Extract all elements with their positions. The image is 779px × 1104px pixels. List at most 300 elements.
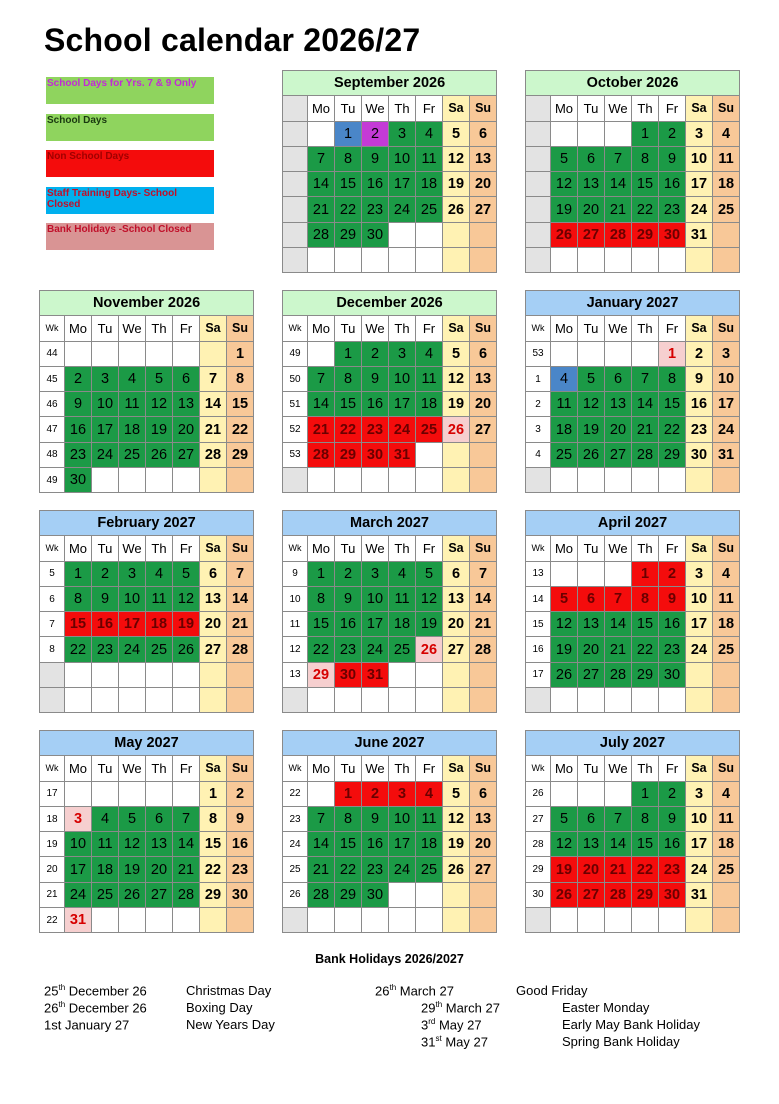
- calendar-day: 1: [632, 561, 659, 586]
- calendar-day: 20: [578, 857, 605, 882]
- calendar-day: 5: [443, 341, 470, 366]
- calendar-day: 17: [119, 612, 146, 637]
- day-header: We: [362, 536, 389, 561]
- day-header: Fr: [173, 756, 200, 781]
- legend-item: Bank Holidays -School Closed: [46, 223, 214, 250]
- calendar-day: 7: [308, 146, 335, 171]
- calendar-day: 11: [416, 146, 443, 171]
- calendar-day: 1: [227, 341, 254, 366]
- calendar-day: [416, 908, 443, 933]
- day-header: We: [119, 756, 146, 781]
- week-number: [283, 908, 308, 933]
- calendar-day: [632, 908, 659, 933]
- day-header: Tu: [578, 536, 605, 561]
- calendar-day: 11: [416, 366, 443, 391]
- day-header: Fr: [659, 316, 686, 341]
- day-header: Mo: [551, 316, 578, 341]
- week-number: [283, 146, 308, 171]
- calendar-day: 20: [470, 832, 497, 857]
- calendar-day: 1: [200, 781, 227, 806]
- week-number: 8: [40, 637, 65, 662]
- calendar-day: [389, 882, 416, 907]
- bank-holiday-name: New Years Day: [186, 1017, 275, 1032]
- calendar-day: 23: [362, 857, 389, 882]
- bank-holiday-date: 25th December 26: [44, 983, 147, 999]
- calendar-day: 31: [362, 662, 389, 687]
- calendar-day: 27: [605, 442, 632, 467]
- calendar-day: [308, 781, 335, 806]
- calendar-day: [578, 688, 605, 713]
- calendar-day: 4: [389, 561, 416, 586]
- calendar-day: 5: [551, 146, 578, 171]
- calendar-day: 21: [605, 857, 632, 882]
- calendar-day: 24: [362, 637, 389, 662]
- day-header: Th: [146, 316, 173, 341]
- week-header: Wk: [40, 536, 65, 561]
- calendar-day: 19: [551, 197, 578, 222]
- calendar-day: 14: [605, 612, 632, 637]
- calendar-day: 18: [92, 857, 119, 882]
- calendar-day: 2: [92, 561, 119, 586]
- calendar-day: 1: [335, 341, 362, 366]
- calendar-day: [686, 248, 713, 273]
- calendar-day: 19: [551, 637, 578, 662]
- calendar-day: [686, 662, 713, 687]
- calendar-day: 3: [65, 806, 92, 831]
- calendar-day: [443, 662, 470, 687]
- calendar-day: [173, 341, 200, 366]
- week-number: 16: [526, 637, 551, 662]
- calendar-day: [443, 688, 470, 713]
- calendar-day: 2: [65, 366, 92, 391]
- legend-item: Staff Training Days- School Closed: [46, 187, 214, 214]
- calendar-day: [146, 341, 173, 366]
- day-header: Su: [713, 316, 740, 341]
- calendar-day: [578, 341, 605, 366]
- calendar-day: 25: [713, 637, 740, 662]
- calendar-day: 16: [92, 612, 119, 637]
- day-header: Fr: [416, 316, 443, 341]
- calendar-day: 12: [119, 832, 146, 857]
- calendar-day: [551, 908, 578, 933]
- calendar-day: 5: [416, 561, 443, 586]
- week-number: [283, 468, 308, 493]
- calendar-day: 15: [659, 392, 686, 417]
- calendar-day: [200, 341, 227, 366]
- day-header: Su: [227, 536, 254, 561]
- calendar-day: [173, 688, 200, 713]
- week-number: 9: [283, 561, 308, 586]
- calendar-day: 12: [416, 586, 443, 611]
- calendar-day: [389, 662, 416, 687]
- calendar-day: 27: [470, 417, 497, 442]
- calendar-day: 1: [632, 121, 659, 146]
- calendar-day: 6: [200, 561, 227, 586]
- calendar-day: [578, 121, 605, 146]
- calendar-day: 26: [578, 442, 605, 467]
- month-title: January 2027: [526, 291, 740, 316]
- day-header: Tu: [578, 316, 605, 341]
- calendar-day: 8: [227, 366, 254, 391]
- bank-holiday-date: 31st May 27: [421, 1034, 488, 1050]
- calendar-day: 30: [362, 222, 389, 247]
- calendar-day: 13: [578, 612, 605, 637]
- calendar-day: 28: [605, 882, 632, 907]
- calendar-day: [362, 688, 389, 713]
- calendar-day: 9: [362, 366, 389, 391]
- calendar-day: 18: [551, 417, 578, 442]
- calendar-day: 20: [605, 417, 632, 442]
- calendar-day: 26: [119, 882, 146, 907]
- bank-holidays-title: Bank Holidays 2026/2027: [315, 952, 464, 966]
- bank-holiday-date: 29th March 27: [421, 1000, 500, 1016]
- calendar-day: 26: [173, 637, 200, 662]
- calendar-day: [389, 248, 416, 273]
- calendar-day: 8: [65, 586, 92, 611]
- day-header: Mo: [308, 536, 335, 561]
- week-number: 4: [526, 442, 551, 467]
- calendar-day: 1: [335, 781, 362, 806]
- calendar-day: [119, 781, 146, 806]
- calendar-day: 30: [686, 442, 713, 467]
- calendar-day: 13: [470, 366, 497, 391]
- calendar-day: 20: [470, 392, 497, 417]
- calendar-day: 6: [605, 366, 632, 391]
- calendar-day: [119, 908, 146, 933]
- calendar-day: 23: [335, 637, 362, 662]
- week-number: 11: [283, 612, 308, 637]
- calendar-day: [632, 468, 659, 493]
- calendar-day: 2: [335, 561, 362, 586]
- calendar-day: [713, 248, 740, 273]
- day-header: Tu: [578, 96, 605, 121]
- calendar-day: [551, 468, 578, 493]
- calendar-day: [551, 688, 578, 713]
- calendar-day: 4: [119, 366, 146, 391]
- calendar-day: 14: [605, 832, 632, 857]
- calendar-day: 25: [713, 857, 740, 882]
- calendar-day: 1: [632, 781, 659, 806]
- calendar-day: [308, 688, 335, 713]
- calendar-day: 7: [227, 561, 254, 586]
- calendar-day: 20: [200, 612, 227, 637]
- calendar-day: 2: [362, 781, 389, 806]
- day-header: Fr: [416, 756, 443, 781]
- calendar-day: [200, 468, 227, 493]
- calendar-day: 11: [713, 806, 740, 831]
- calendar-day: 11: [389, 586, 416, 611]
- calendar-day: 20: [578, 637, 605, 662]
- calendar-day: 3: [686, 781, 713, 806]
- calendar-day: [308, 121, 335, 146]
- calendar-day: 26: [551, 882, 578, 907]
- calendar-day: [335, 908, 362, 933]
- calendar-day: 9: [659, 586, 686, 611]
- calendar-day: 29: [632, 222, 659, 247]
- day-header: Fr: [659, 96, 686, 121]
- calendar-day: [632, 688, 659, 713]
- calendar-day: [632, 341, 659, 366]
- calendar-day: [659, 468, 686, 493]
- calendar-day: 16: [362, 172, 389, 197]
- day-header: Th: [632, 756, 659, 781]
- month-title: October 2026: [526, 71, 740, 96]
- calendar-day: 14: [308, 392, 335, 417]
- calendar-day: 25: [551, 442, 578, 467]
- calendar-day: 19: [146, 417, 173, 442]
- week-number: 47: [40, 417, 65, 442]
- calendar-day: 15: [632, 172, 659, 197]
- calendar-day: [713, 662, 740, 687]
- week-number: [526, 172, 551, 197]
- calendar-day: 3: [389, 341, 416, 366]
- calendar-day: [578, 468, 605, 493]
- calendar-day: [389, 468, 416, 493]
- calendar-day: 23: [227, 857, 254, 882]
- calendar-day: 7: [605, 586, 632, 611]
- calendar-day: 14: [200, 392, 227, 417]
- calendar-day: 24: [389, 857, 416, 882]
- calendar-day: 28: [605, 222, 632, 247]
- calendar-day: 11: [713, 586, 740, 611]
- calendar-day: 28: [605, 662, 632, 687]
- day-header: Su: [713, 536, 740, 561]
- calendar-day: 14: [227, 586, 254, 611]
- calendar-day: 28: [308, 882, 335, 907]
- bank-holiday-date: 26th December 26: [44, 1000, 147, 1016]
- day-header: Tu: [335, 536, 362, 561]
- calendar-day: 15: [335, 392, 362, 417]
- calendar-day: [605, 908, 632, 933]
- calendar-day: 7: [605, 146, 632, 171]
- calendar-day: 16: [362, 392, 389, 417]
- calendar-day: [416, 248, 443, 273]
- calendar-day: 25: [416, 197, 443, 222]
- calendar-day: 15: [632, 832, 659, 857]
- week-header: Wk: [283, 316, 308, 341]
- week-number: 46: [40, 392, 65, 417]
- week-header: Wk: [526, 756, 551, 781]
- calendar-day: 27: [578, 662, 605, 687]
- calendar-day: 22: [335, 197, 362, 222]
- calendar-day: 4: [416, 341, 443, 366]
- calendar-day: [308, 248, 335, 273]
- calendar-day: [119, 688, 146, 713]
- calendar-day: [605, 121, 632, 146]
- calendar-day: [551, 781, 578, 806]
- calendar-day: 31: [65, 908, 92, 933]
- calendar-day: 24: [119, 637, 146, 662]
- month-calendar: [282, 510, 497, 713]
- calendar-day: 17: [389, 172, 416, 197]
- calendar-day: [605, 688, 632, 713]
- calendar-day: 21: [227, 612, 254, 637]
- day-header: Sa: [443, 316, 470, 341]
- calendar-day: 18: [713, 832, 740, 857]
- day-header: Sa: [443, 536, 470, 561]
- week-number: [526, 908, 551, 933]
- calendar-day: 10: [686, 146, 713, 171]
- calendar-day: 30: [335, 662, 362, 687]
- calendar-day: 23: [92, 637, 119, 662]
- calendar-day: 11: [416, 806, 443, 831]
- calendar-day: 29: [632, 882, 659, 907]
- calendar-day: [416, 688, 443, 713]
- calendar-day: 24: [389, 197, 416, 222]
- calendar-day: [578, 781, 605, 806]
- calendar-day: [443, 222, 470, 247]
- calendar-day: 14: [308, 832, 335, 857]
- calendar-day: [146, 468, 173, 493]
- day-header: Su: [470, 536, 497, 561]
- week-number: [283, 197, 308, 222]
- calendar-day: 27: [470, 857, 497, 882]
- calendar-day: [713, 688, 740, 713]
- calendar-day: 15: [200, 832, 227, 857]
- month-title: June 2027: [283, 731, 497, 756]
- calendar-day: 21: [200, 417, 227, 442]
- calendar-day: [470, 882, 497, 907]
- calendar-day: 26: [146, 442, 173, 467]
- week-number: [283, 248, 308, 273]
- calendar-day: 4: [713, 561, 740, 586]
- calendar-day: 5: [443, 781, 470, 806]
- calendar-day: 18: [389, 612, 416, 637]
- calendar-day: 30: [659, 882, 686, 907]
- calendar-day: 31: [686, 222, 713, 247]
- calendar-day: 22: [308, 637, 335, 662]
- calendar-day: [65, 341, 92, 366]
- calendar-day: [146, 662, 173, 687]
- calendar-day: 9: [659, 146, 686, 171]
- calendar-day: 20: [578, 197, 605, 222]
- calendar-day: [470, 662, 497, 687]
- calendar-day: 17: [686, 612, 713, 637]
- calendar-day: [686, 468, 713, 493]
- calendar-day: 18: [119, 417, 146, 442]
- week-number: 30: [526, 882, 551, 907]
- day-header: We: [605, 756, 632, 781]
- week-number: 26: [526, 781, 551, 806]
- calendar-day: 5: [173, 561, 200, 586]
- calendar-day: 29: [659, 442, 686, 467]
- week-number: 7: [40, 612, 65, 637]
- day-header: Tu: [92, 316, 119, 341]
- week-header: Wk: [283, 536, 308, 561]
- week-number: [283, 121, 308, 146]
- calendar-day: 21: [605, 197, 632, 222]
- day-header: Mo: [308, 96, 335, 121]
- calendar-day: 3: [686, 121, 713, 146]
- month-title: July 2027: [526, 731, 740, 756]
- calendar-day: 12: [443, 806, 470, 831]
- calendar-day: 22: [335, 857, 362, 882]
- calendar-day: 13: [173, 392, 200, 417]
- week-number: [526, 146, 551, 171]
- month-title: November 2026: [40, 291, 254, 316]
- day-header: Sa: [686, 536, 713, 561]
- week-number: 13: [526, 561, 551, 586]
- calendar-day: [416, 442, 443, 467]
- calendar-day: 24: [713, 417, 740, 442]
- day-header: Tu: [335, 756, 362, 781]
- week-number: 52: [283, 417, 308, 442]
- calendar-day: 21: [605, 637, 632, 662]
- day-header: Su: [470, 316, 497, 341]
- day-header: Th: [632, 316, 659, 341]
- week-number: [526, 248, 551, 273]
- calendar-day: 2: [659, 121, 686, 146]
- week-number: 18: [40, 806, 65, 831]
- calendar-day: 2: [659, 561, 686, 586]
- calendar-day: [92, 341, 119, 366]
- calendar-day: 29: [335, 882, 362, 907]
- week-number: 20: [40, 857, 65, 882]
- week-number: 6: [40, 586, 65, 611]
- week-header: Wk: [283, 756, 308, 781]
- week-number: [526, 222, 551, 247]
- calendar-day: [470, 688, 497, 713]
- calendar-day: 23: [659, 857, 686, 882]
- calendar-day: [578, 908, 605, 933]
- week-number: 49: [40, 468, 65, 493]
- calendar-day: 8: [632, 146, 659, 171]
- calendar-day: [362, 908, 389, 933]
- calendar-day: [227, 662, 254, 687]
- week-number: 13: [283, 662, 308, 687]
- calendar-day: 2: [227, 781, 254, 806]
- calendar-day: 7: [200, 366, 227, 391]
- calendar-day: 7: [632, 366, 659, 391]
- calendar-day: 25: [713, 197, 740, 222]
- day-header: Su: [227, 316, 254, 341]
- calendar-day: 3: [119, 561, 146, 586]
- calendar-day: 11: [713, 146, 740, 171]
- calendar-day: 8: [335, 366, 362, 391]
- week-number: 17: [40, 781, 65, 806]
- bank-holiday-name: Good Friday: [516, 983, 588, 998]
- week-number: 26: [283, 882, 308, 907]
- calendar-day: 31: [686, 882, 713, 907]
- calendar-day: 4: [713, 781, 740, 806]
- calendar-day: [227, 688, 254, 713]
- calendar-day: 21: [632, 417, 659, 442]
- calendar-day: 28: [308, 222, 335, 247]
- calendar-day: 10: [686, 806, 713, 831]
- calendar-day: [146, 688, 173, 713]
- calendar-day: 24: [686, 637, 713, 662]
- calendar-day: 24: [686, 857, 713, 882]
- calendar-day: [443, 442, 470, 467]
- calendar-day: 5: [551, 806, 578, 831]
- calendar-day: 3: [389, 781, 416, 806]
- week-number: [526, 688, 551, 713]
- calendar-day: 14: [605, 172, 632, 197]
- calendar-day: [362, 468, 389, 493]
- week-number: 12: [283, 637, 308, 662]
- calendar-day: [92, 688, 119, 713]
- day-header: We: [119, 316, 146, 341]
- calendar-day: 2: [362, 121, 389, 146]
- day-header: Sa: [200, 536, 227, 561]
- calendar-day: 21: [308, 857, 335, 882]
- day-header: We: [362, 316, 389, 341]
- calendar-day: 10: [92, 392, 119, 417]
- calendar-day: 30: [227, 882, 254, 907]
- calendar-day: [551, 341, 578, 366]
- calendar-day: [713, 908, 740, 933]
- month-title: April 2027: [526, 511, 740, 536]
